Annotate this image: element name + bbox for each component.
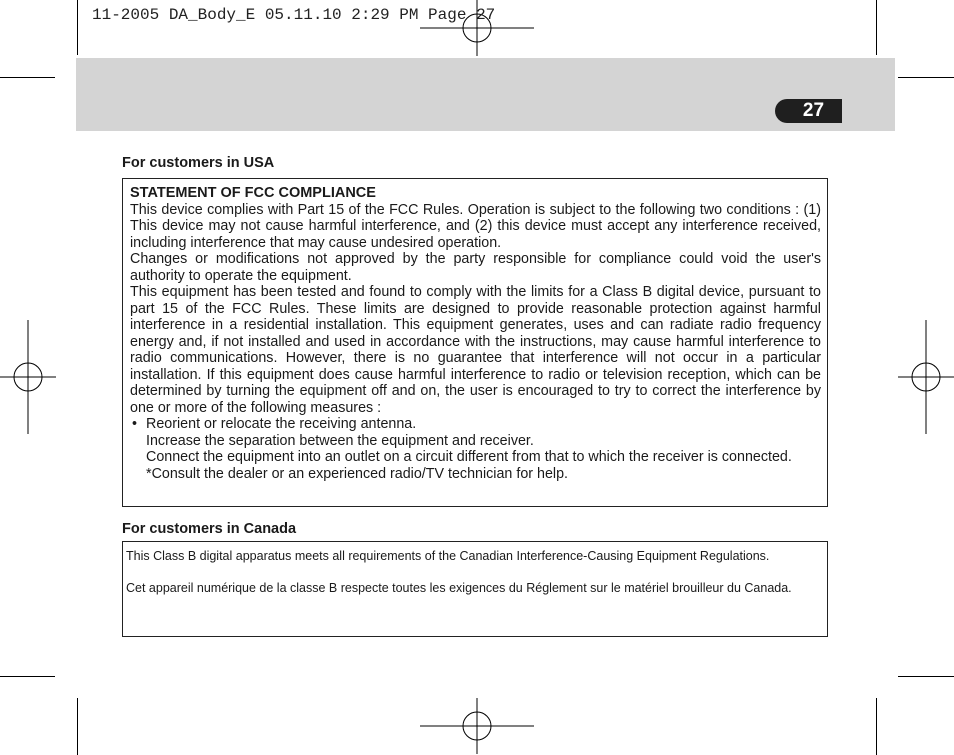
canada-statement-box: [122, 541, 828, 637]
registration-mark-right: [898, 320, 954, 434]
canada-heading: For customers in Canada: [122, 521, 297, 537]
crop-mark: [898, 77, 954, 78]
header-band: [76, 58, 895, 131]
crop-mark: [876, 0, 877, 55]
fcc-paragraph-1: This device complies with Part 15 of the FCC Rules. Operation is subject to the following two conditions : (1) This device may not cause harmful interference, and (2) this device must accept any interference received, including interference that may cause undesired operation.: [130, 201, 821, 251]
crop-mark: [77, 0, 78, 55]
fcc-paragraph-3: This equipment has been tested and found to comply with the limits for a Class B digital device, pursuant to part 15 of the FCC Rules. These limits are designed to provide reasonable protection against harmful interference in a residential installation. This equipment generates, uses and can radiate radio frequency energy and, if not installed and used in accordance with the instructions, may cause harmful interference to radio communications. However, there is no guarantee that interference will not occur in a particular installation. If this equipment does cause harmful interference to radio or television reception, which can be determined by turning the equipment off and on, the user is encouraged to try to correct the interference by one or more of the following measures :: [130, 284, 821, 416]
print-slug: 11-2005 DA_Body_E 05.11.10 2:29 PM Page 27: [92, 6, 496, 24]
list-item: • Reorient or relocate the receiving antenna.: [132, 416, 417, 432]
canada-french-text: Cet appareil numérique de la classe B respecte toutes les exigences du Réglement sur le matériel brouilleur du Canada.: [126, 581, 792, 595]
fcc-measures-list: [130, 416, 821, 482]
crop-mark: [898, 676, 954, 677]
registration-mark-bottom: [420, 698, 534, 754]
canada-english-text: This Class B digital apparatus meets all requirements of the Canadian Interference-Causing Equipment Regulations.: [126, 549, 770, 563]
crop-mark: [876, 698, 877, 755]
list-item: Increase the separation between the equipment and receiver.: [146, 432, 534, 449]
page-number: 27: [775, 99, 842, 123]
usa-heading: For customers in USA: [122, 155, 275, 171]
crop-mark: [0, 676, 55, 677]
bullet-icon: •: [132, 416, 138, 432]
spacer: [126, 564, 825, 580]
crop-mark: [77, 698, 78, 755]
crop-mark: [0, 77, 55, 78]
fcc-paragraph-2: Changes or modifications not approved by the party responsible for compliance could void the user's authority to operate the equipment.: [130, 251, 821, 284]
list-item: Connect the equipment into an outlet on a circuit different from that to which the receiver is connected.: [146, 449, 792, 465]
registration-mark-left: [0, 320, 56, 434]
fcc-title: STATEMENT OF FCC COMPLIANCE: [130, 185, 376, 201]
list-item: *Consult the dealer or an experienced radio/TV technician for help.: [146, 465, 569, 482]
fcc-statement-box: [122, 178, 828, 507]
